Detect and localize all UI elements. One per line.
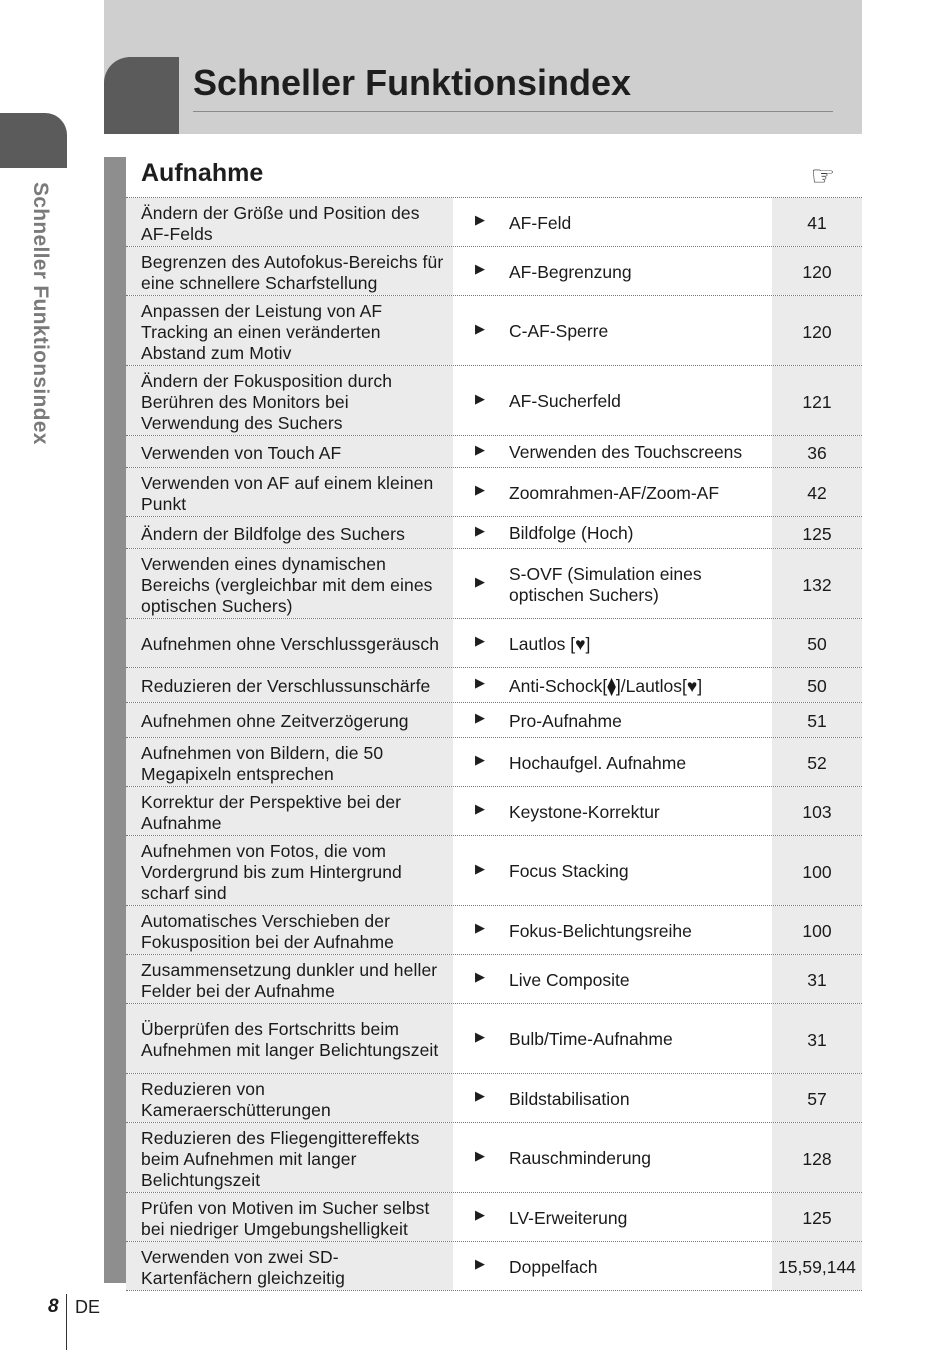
row-page-ref: 31 <box>772 1004 862 1073</box>
function-name: Rauschminderung <box>509 1148 652 1168</box>
row-description: Begrenzen des Autofokus-Bereichs für eine schnellere Scharfstellung <box>126 247 453 295</box>
row-page-ref: 100 <box>772 906 862 954</box>
function-name: Zoomrahmen-AF/Zoom-AF <box>509 482 720 503</box>
arrow-right-icon: ▶ <box>475 751 485 767</box>
row-description: Aufnehmen von Fotos, die vom Vordergrund bis zum Hintergrund scharf sind <box>126 836 453 905</box>
table-row <box>126 787 862 836</box>
arrow-right-icon: ▶ <box>475 320 485 336</box>
row-description: Ändern der Bildfolge des Suchers <box>126 517 453 548</box>
title-underline <box>193 111 833 112</box>
function-name: Anti-Schock[⧫]/Lautlos[♥] <box>509 675 703 696</box>
header-accent <box>104 57 179 134</box>
row-page-ref: 42 <box>772 468 862 516</box>
table-row <box>126 436 862 468</box>
function-name: LV-Erweiterung <box>509 1207 628 1228</box>
row-page-ref: 125 <box>772 517 862 548</box>
table-row <box>126 549 862 619</box>
arrow-right-icon: ▶ <box>475 860 485 876</box>
section-title: Aufnahme <box>141 159 264 187</box>
arrow-right-icon: ▶ <box>475 260 485 276</box>
row-page-ref: 52 <box>772 738 862 786</box>
row-description: Korrektur der Perspektive bei der Aufnahme <box>126 787 453 835</box>
row-page-ref: 132 <box>772 549 862 618</box>
arrow-right-icon: ▶ <box>475 441 485 457</box>
table-row <box>126 1193 862 1242</box>
row-function <box>453 468 772 516</box>
function-name: Pro-Aufnahme <box>509 710 622 731</box>
row-function <box>453 703 772 737</box>
arrow-right-icon: ▶ <box>475 632 485 648</box>
table-row <box>126 738 862 787</box>
arrow-right-icon: ▶ <box>475 709 485 725</box>
arrow-right-icon: ▶ <box>475 1255 485 1271</box>
row-page-ref: 41 <box>772 198 862 246</box>
row-function <box>453 1004 772 1073</box>
row-function <box>453 549 772 618</box>
arrow-right-icon: ▶ <box>475 1028 485 1044</box>
row-function <box>453 668 772 702</box>
row-page-ref: 125 <box>772 1193 862 1241</box>
row-description: Überprüfen des Fortschritts beim Aufnehmen mit langer Belichtungszeit <box>126 1004 453 1073</box>
row-function <box>453 1193 772 1241</box>
function-name: Bildstabilisation <box>509 1088 630 1109</box>
row-function <box>453 296 772 365</box>
side-tab <box>0 113 67 168</box>
table-row <box>126 198 862 247</box>
table-row <box>126 468 862 517</box>
arrow-right-icon: ▶ <box>475 1206 485 1222</box>
table-row <box>126 703 862 738</box>
row-description: Zusammensetzung dunkler und heller Felder bei der Aufnahme <box>126 955 453 1003</box>
function-name: Hochaufgel. Aufnahme <box>509 752 687 773</box>
row-description: Ändern der Fokusposition durch Berühren des Monitors bei Verwendung des Suchers <box>126 366 453 435</box>
arrow-right-icon: ▶ <box>475 390 485 406</box>
row-page-ref: 50 <box>772 619 862 667</box>
row-page-ref: 15,59,144 <box>772 1242 862 1290</box>
function-name: Keystone-Korrektur <box>509 801 660 822</box>
function-name: Fokus-Belichtungsreihe <box>509 920 692 941</box>
row-page-ref: 103 <box>772 787 862 835</box>
function-name: Bildfolge (Hoch) <box>509 523 634 543</box>
arrow-right-icon: ▶ <box>475 522 485 538</box>
row-function <box>453 906 772 954</box>
row-page-ref: 100 <box>772 836 862 905</box>
arrow-right-icon: ▶ <box>475 1147 485 1163</box>
table-row <box>126 619 862 668</box>
row-function <box>453 955 772 1003</box>
row-function <box>453 787 772 835</box>
row-function <box>453 517 772 548</box>
function-name: AF-Begrenzung <box>509 261 632 282</box>
row-page-ref: 51 <box>772 703 862 737</box>
table-row <box>126 1074 862 1123</box>
table-row <box>126 366 862 436</box>
row-function <box>453 366 772 435</box>
function-name: Doppelfach <box>509 1256 598 1277</box>
row-description: Aufnehmen von Bildern, die 50 Megapixeln entsprechen <box>126 738 453 786</box>
table-row <box>126 296 862 366</box>
row-description: Anpassen der Leistung von AF Tracking an einen veränderten Abstand zum Motiv <box>126 296 453 365</box>
function-name: AF-Sucherfeld <box>509 391 621 411</box>
row-function <box>453 247 772 295</box>
arrow-right-icon: ▶ <box>475 968 485 984</box>
row-description: Prüfen von Motiven im Sucher selbst bei niedriger Umgebungshelligkeit <box>126 1193 453 1241</box>
row-function <box>453 619 772 667</box>
row-function <box>453 1074 772 1122</box>
row-description: Reduzieren von Kameraerschütterungen <box>126 1074 453 1122</box>
row-description: Automatisches Verschieben der Fokusposition bei der Aufnahme <box>126 906 453 954</box>
table-row <box>126 668 862 703</box>
row-function <box>453 436 772 467</box>
row-function <box>453 738 772 786</box>
row-page-ref: 50 <box>772 668 862 702</box>
row-page-ref: 128 <box>772 1123 862 1192</box>
section-header <box>126 157 862 197</box>
table-row <box>126 906 862 955</box>
table-row <box>126 517 862 549</box>
table-row <box>126 1004 862 1074</box>
language-code: DE <box>75 1297 101 1317</box>
side-label: Schneller Funktionsindex <box>29 182 52 445</box>
function-name: Verwenden des Touchscreens <box>509 442 743 462</box>
row-description: Reduzieren der Verschlussunschärfe <box>126 668 453 702</box>
arrow-right-icon: ▶ <box>475 1087 485 1103</box>
function-name: Lautlos [♥] <box>509 633 591 654</box>
function-index-table <box>126 197 862 1291</box>
pointing-hand-icon: ☞ <box>810 161 835 191</box>
row-description: Verwenden von zwei SD-Kartenfächern gleichzeitig <box>126 1242 453 1290</box>
row-description: Reduzieren des Fliegengittereffekts beim Aufnehmen mit langer Belichtungszeit <box>126 1123 453 1192</box>
function-name: AF-Feld <box>509 212 572 233</box>
row-description: Verwenden von AF auf einem kleinen Punkt <box>126 468 453 516</box>
arrow-right-icon: ▶ <box>475 800 485 816</box>
row-function <box>453 1123 772 1192</box>
row-page-ref: 36 <box>772 436 862 467</box>
row-function <box>453 1242 772 1290</box>
row-page-ref: 120 <box>772 247 862 295</box>
arrow-right-icon: ▶ <box>475 919 485 935</box>
page-number: 8 <box>48 1296 59 1317</box>
row-description: Verwenden eines dynamischen Bereichs (vergleichbar mit dem eines optischen Suchers) <box>126 549 453 618</box>
row-description: Aufnehmen ohne Verschlussgeräusch <box>126 619 453 667</box>
row-page-ref: 31 <box>772 955 862 1003</box>
arrow-right-icon: ▶ <box>475 674 485 690</box>
arrow-right-icon: ▶ <box>475 573 485 589</box>
table-row <box>126 247 862 296</box>
table-row <box>126 836 862 906</box>
function-name: C-AF-Sperre <box>509 321 609 341</box>
row-description: Verwenden von Touch AF <box>126 436 453 467</box>
row-page-ref: 121 <box>772 366 862 435</box>
row-function <box>453 836 772 905</box>
function-name: Focus Stacking <box>509 861 629 881</box>
row-page-ref: 57 <box>772 1074 862 1122</box>
section-bar <box>104 157 126 1283</box>
function-name: S-OVF (Simulation eines optischen Suchers) <box>509 563 702 605</box>
table-row <box>126 1242 862 1291</box>
page-title: Schneller Funktionsindex <box>193 62 632 103</box>
function-name: Live Composite <box>509 969 630 990</box>
table-row <box>126 1123 862 1193</box>
footer-divider <box>66 1294 67 1350</box>
arrow-right-icon: ▶ <box>475 211 485 227</box>
row-description: Aufnehmen ohne Zeitverzögerung <box>126 703 453 737</box>
table-row <box>126 955 862 1004</box>
row-description: Ändern der Größe und Position des AF-Felds <box>126 198 453 246</box>
row-function <box>453 198 772 246</box>
function-name: Bulb/Time-Aufnahme <box>509 1029 673 1049</box>
arrow-right-icon: ▶ <box>475 481 485 497</box>
row-page-ref: 120 <box>772 296 862 365</box>
